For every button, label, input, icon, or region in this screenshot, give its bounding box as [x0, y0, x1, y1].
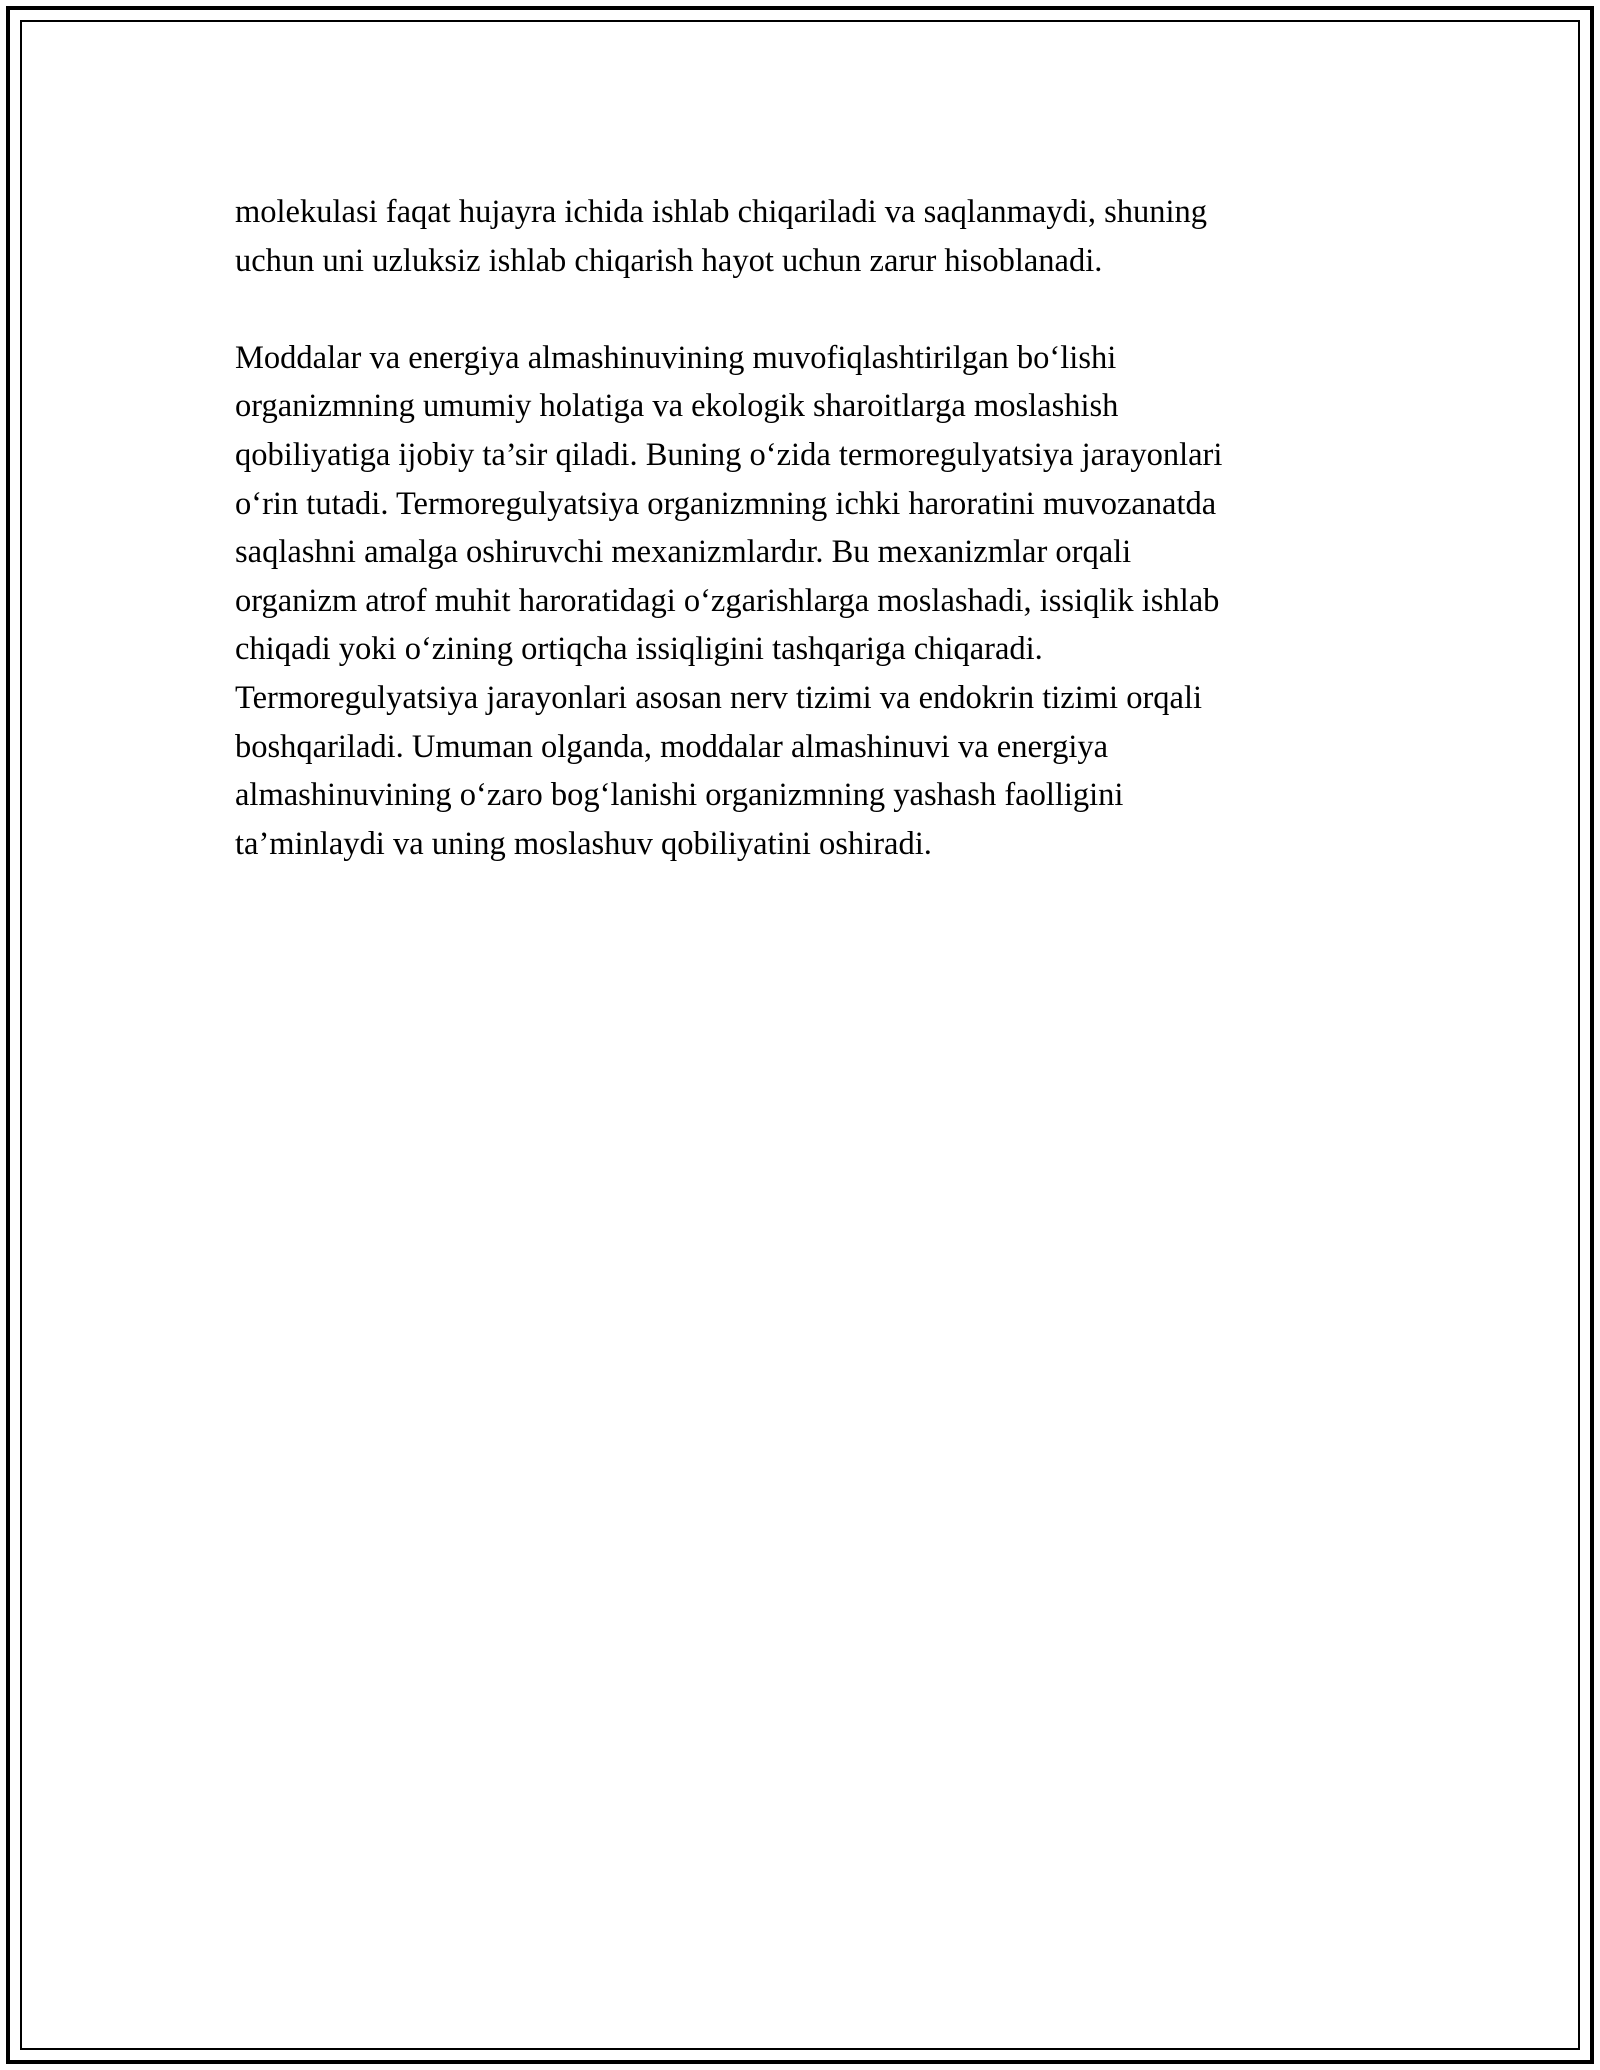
text-line: chiqadi yoki o‘zining ortiqcha issiqligini tashqariga chiqaradi.: [235, 631, 1043, 668]
text-line: organizm atrof muhit haroratidagi o‘zgarishlarga moslashadi, issiqlik ishlab: [235, 582, 1220, 619]
text-line: boshqariladi. Umuman olganda, moddalar almashinuvi va energiya: [235, 728, 1109, 765]
paragraph-1: [235, 188, 1365, 285]
text-line: qobiliyatiga ijobiy ta’sir qiladi. Buning o‘zida termoregulyatsiya jarayonlari: [235, 436, 1223, 473]
text-line: Moddalar va energiya almashinuvining muvofiqlashtirilgan bo‘lishi: [235, 339, 1117, 376]
text-line: molekulasi faqat hujayra ichida ishlab chiqariladi va saqlanmaydi, shuning: [235, 194, 1208, 230]
text-line: almashinuvining o‘zaro bog‘lanishi organizmning yashash faolligini: [235, 777, 1124, 814]
text-line: Termoregulyatsiya jarayonlari asosan nerv tizimi va endokrin tizimi orqali: [235, 679, 1203, 716]
paragraph-2: [235, 334, 1365, 869]
text-line: o‘rin tutadi. Termoregulyatsiya organizmning ichki haroratini muvozanatda: [235, 485, 1217, 522]
document-body: [235, 188, 1365, 868]
text-line: uchun uni uzluksiz ishlab chiqarish hayot uchun zarur hisoblanadi.: [235, 242, 1103, 279]
text-line: ta’minlaydi va uning moslashuv qobiliyatini oshiradi.: [235, 825, 932, 862]
text-line: saqlashni amalga oshiruvchi mexanizmlardır. Bu mexanizmlar orqali: [235, 534, 1132, 571]
text-line: organizmning umumiy holatiga va ekologik sharoitlarga moslashish: [235, 388, 1119, 425]
